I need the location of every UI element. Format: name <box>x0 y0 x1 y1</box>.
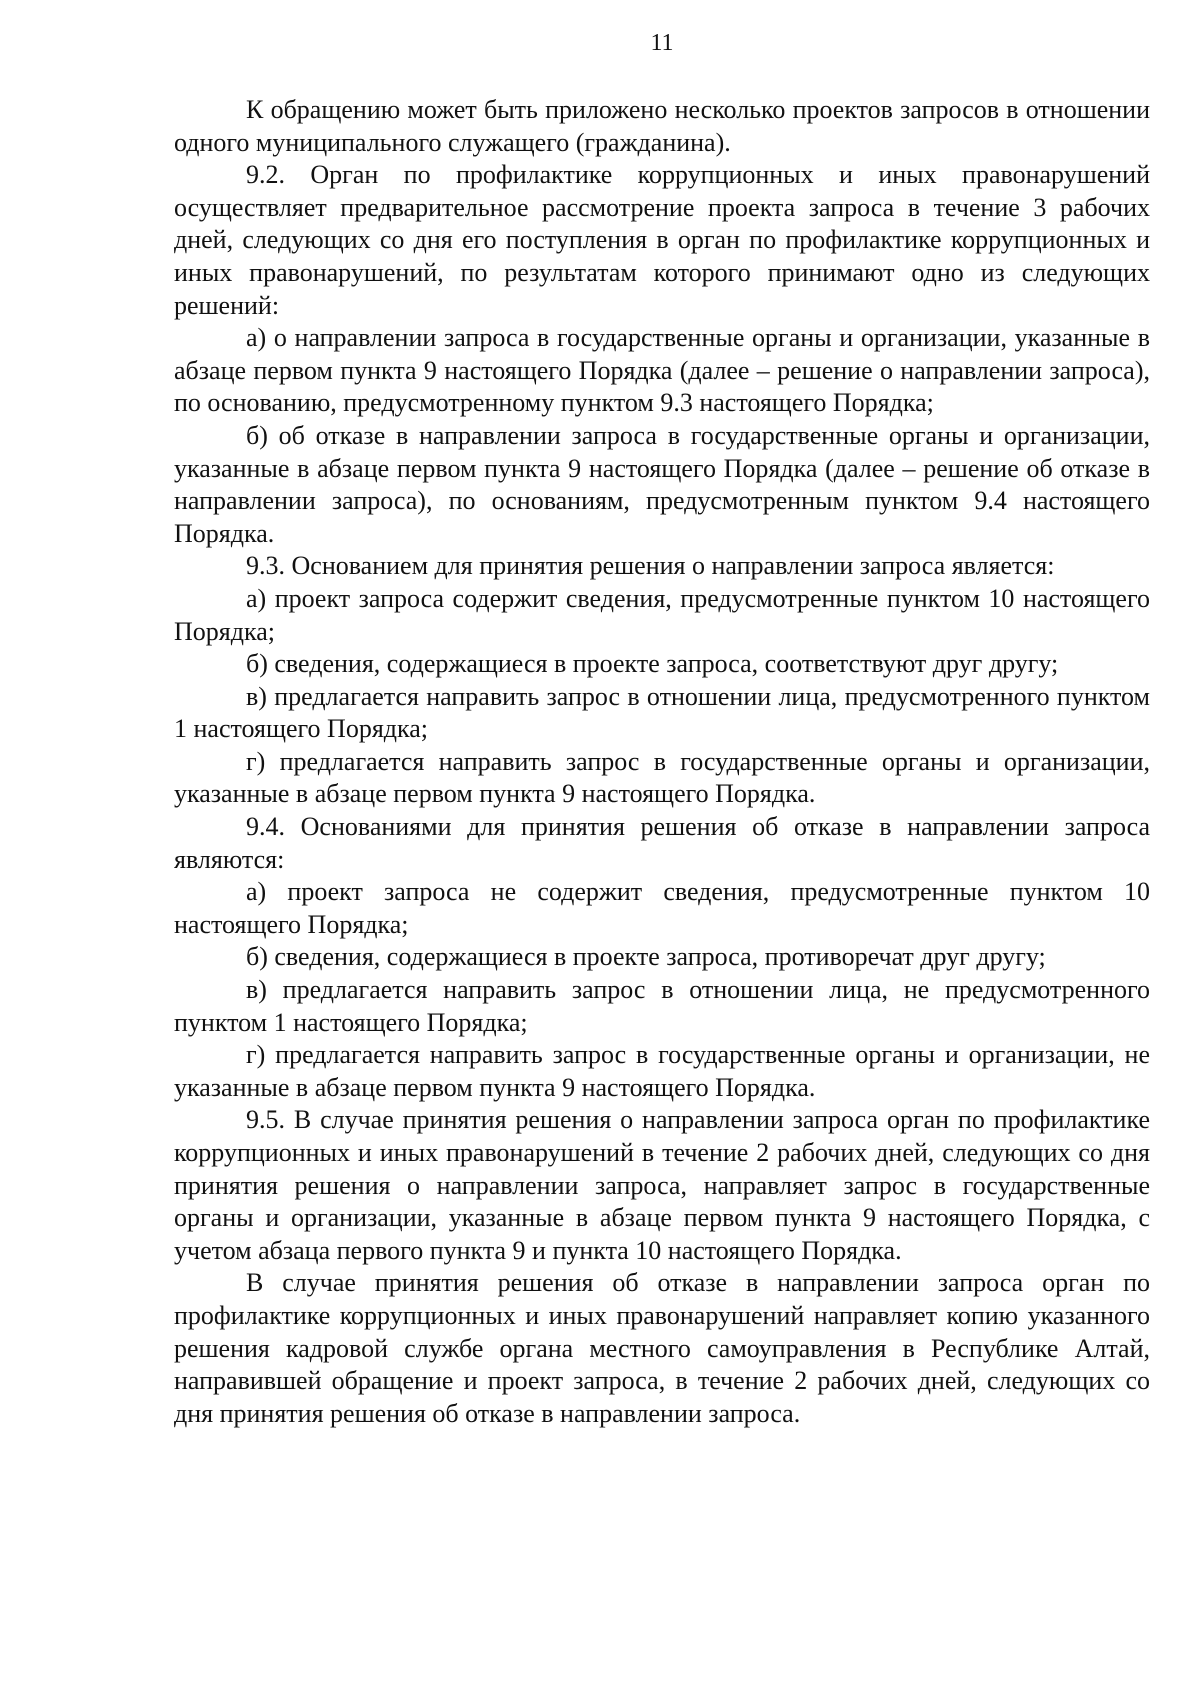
paragraph: К обращению может быть приложено несколько проектов запросов в отношении одного муниципального служащего (гражданина). <box>174 95 1150 157</box>
paragraph: б) сведения, содержащиеся в проекте запроса, противоречат друг другу; <box>246 942 1046 972</box>
paragraph: а) проект запроса содержит сведения, предусмотренные пунктом 10 настоящего Порядка; <box>174 583 1150 646</box>
paragraph: в) предлагается направить запрос в отношении лица, не предусмотренного пунктом 1 настоящего Порядка; <box>174 975 1150 1037</box>
paragraph: б) об отказе в направлении запроса в государственные органы и организации, указанные в абзаце первом пункта 9 настоящего Порядка (далее – решение об отказе в направлении запроса), по основаниям, предусмотренным пунктом 9.4 настоящего Порядка. <box>174 420 1150 548</box>
paragraph: 9.2. Орган по профилактике коррупционных и иных правонарушений осуществляет предварительное рассмотрение проекта запроса в течение 3 рабочих дней, следующих со дня его поступления в орган по профилактике коррупционных и иных правонарушений, по результатам которого принимают одно из следующих решений: <box>174 160 1150 320</box>
document-page <box>174 28 1150 1430</box>
paragraph: 9.5. В случае принятия решения о направлении запроса орган по профилактике коррупционных и иных правонарушений в течение 2 рабочих дней, следующих со дня принятия решения о направлении запроса, направляет запрос в государственные органы и организации, указанные в абзаце первом пункта 9 настоящего Порядка, с учетом абзаца первого пункта 9 и пункта 10 настоящего Порядка. <box>174 1105 1150 1265</box>
paragraph: в) предлагается направить запрос в отношении лица, предусмотренного пунктом 1 настоящего Порядка; <box>174 681 1150 744</box>
paragraph: г) предлагается направить запрос в государственные органы и организации, указанные в абзаце первом пункта 9 настоящего Порядка. <box>174 746 1150 809</box>
paragraph: б) сведения, содержащиеся в проекте запроса, соответствуют друг другу; <box>246 649 1059 679</box>
paragraph: В случае принятия решения об отказе в направлении запроса орган по профилактике коррупционных и иных правонарушений направляет копию указанного решения кадровой службе органа местного самоуправления в Республике Алтай, направившей обращение и проект запроса, в течение 2 рабочих дней, следующих со дня принятия решения об отказе в направлении запроса. <box>174 1268 1150 1428</box>
paragraph: 9.3. Основанием для принятия решения о направлении запроса является: <box>246 551 1055 581</box>
page-number: 11 <box>650 30 674 56</box>
paragraph: а) о направлении запроса в государственные органы и организации, указанные в абзаце первом пункта 9 настоящего Порядка (далее – решение о направлении запроса), по основанию, предусмотренному пунктом 9.3 настоящего Порядка; <box>174 323 1150 418</box>
paragraph: 9.4. Основаниями для принятия решения об отказе в направлении запроса являются: <box>174 812 1150 874</box>
paragraph: а) проект запроса не содержит сведения, предусмотренные пунктом 10 настоящего Порядка; <box>174 877 1150 939</box>
paragraph: г) предлагается направить запрос в государственные органы и организации, не указанные в абзаце первом пункта 9 настоящего Порядка. <box>174 1040 1150 1102</box>
